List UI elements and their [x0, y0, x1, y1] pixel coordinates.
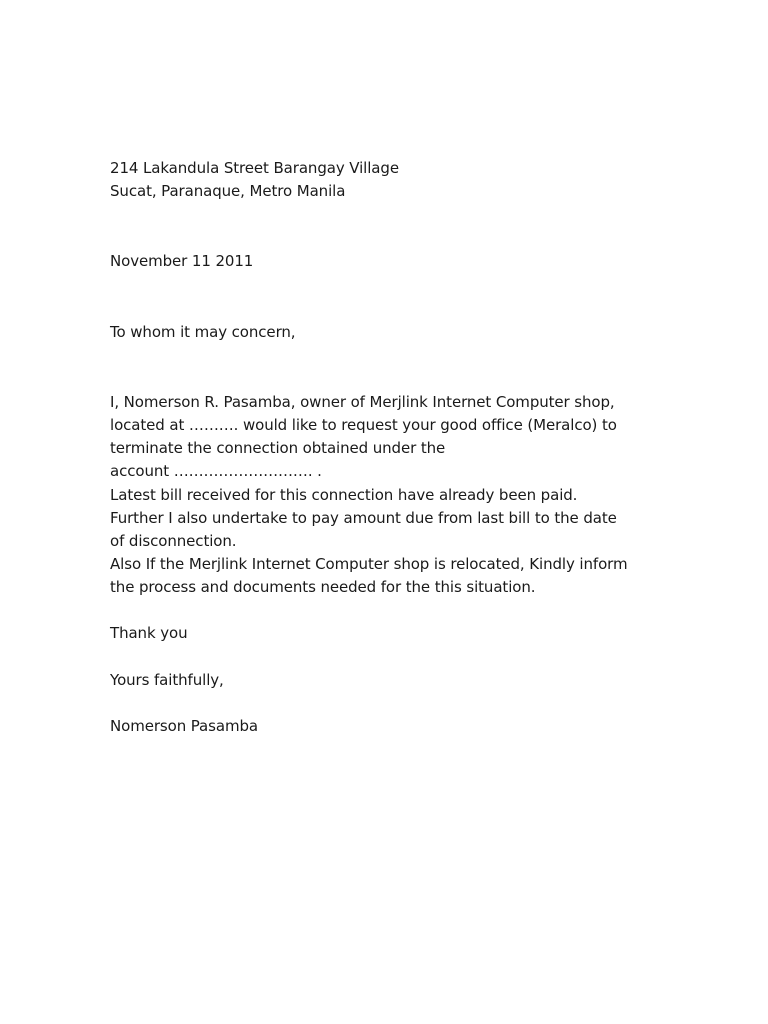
body-line: I, Nomerson R. Pasamba, owner of Merjlink Internet Computer shop,: [110, 392, 615, 411]
sender-address: [110, 157, 670, 203]
letter-date-block: [110, 250, 670, 273]
body-line: of disconnection.: [110, 531, 237, 550]
letter-date: November 11 2011: [110, 252, 254, 271]
closing-text: Yours faithfully,: [110, 670, 224, 689]
body-line: Latest bill received for this connection have already been paid.: [110, 485, 578, 504]
thanks-text: Thank you: [110, 624, 188, 643]
body-line: Also If the Merjlink Internet Computer shop is relocated, Kindly inform: [110, 555, 628, 574]
body-line: account ………………………. .: [110, 462, 322, 481]
body-line: terminate the connection obtained under the: [110, 439, 446, 458]
body-line: Further I also undertake to pay amount due from last bill to the date: [110, 508, 617, 527]
body-line: the process and documents needed for the this situation.: [110, 578, 536, 597]
thanks-block: [110, 622, 670, 645]
letter-body: [110, 391, 670, 600]
address-line-2: Sucat, Paranaque, Metro Manila: [110, 182, 346, 201]
signature-name: Nomerson Pasamba: [110, 716, 258, 735]
letter: [110, 157, 670, 738]
closing-block: [110, 669, 670, 692]
salutation: To whom it may concern,: [110, 322, 296, 341]
address-line-1: 214 Lakandula Street Barangay Village: [110, 159, 399, 177]
salutation-block: [110, 321, 670, 344]
signature-block: [110, 715, 670, 738]
body-line: located at ………. would like to request your good office (Meralco) to: [110, 415, 617, 434]
